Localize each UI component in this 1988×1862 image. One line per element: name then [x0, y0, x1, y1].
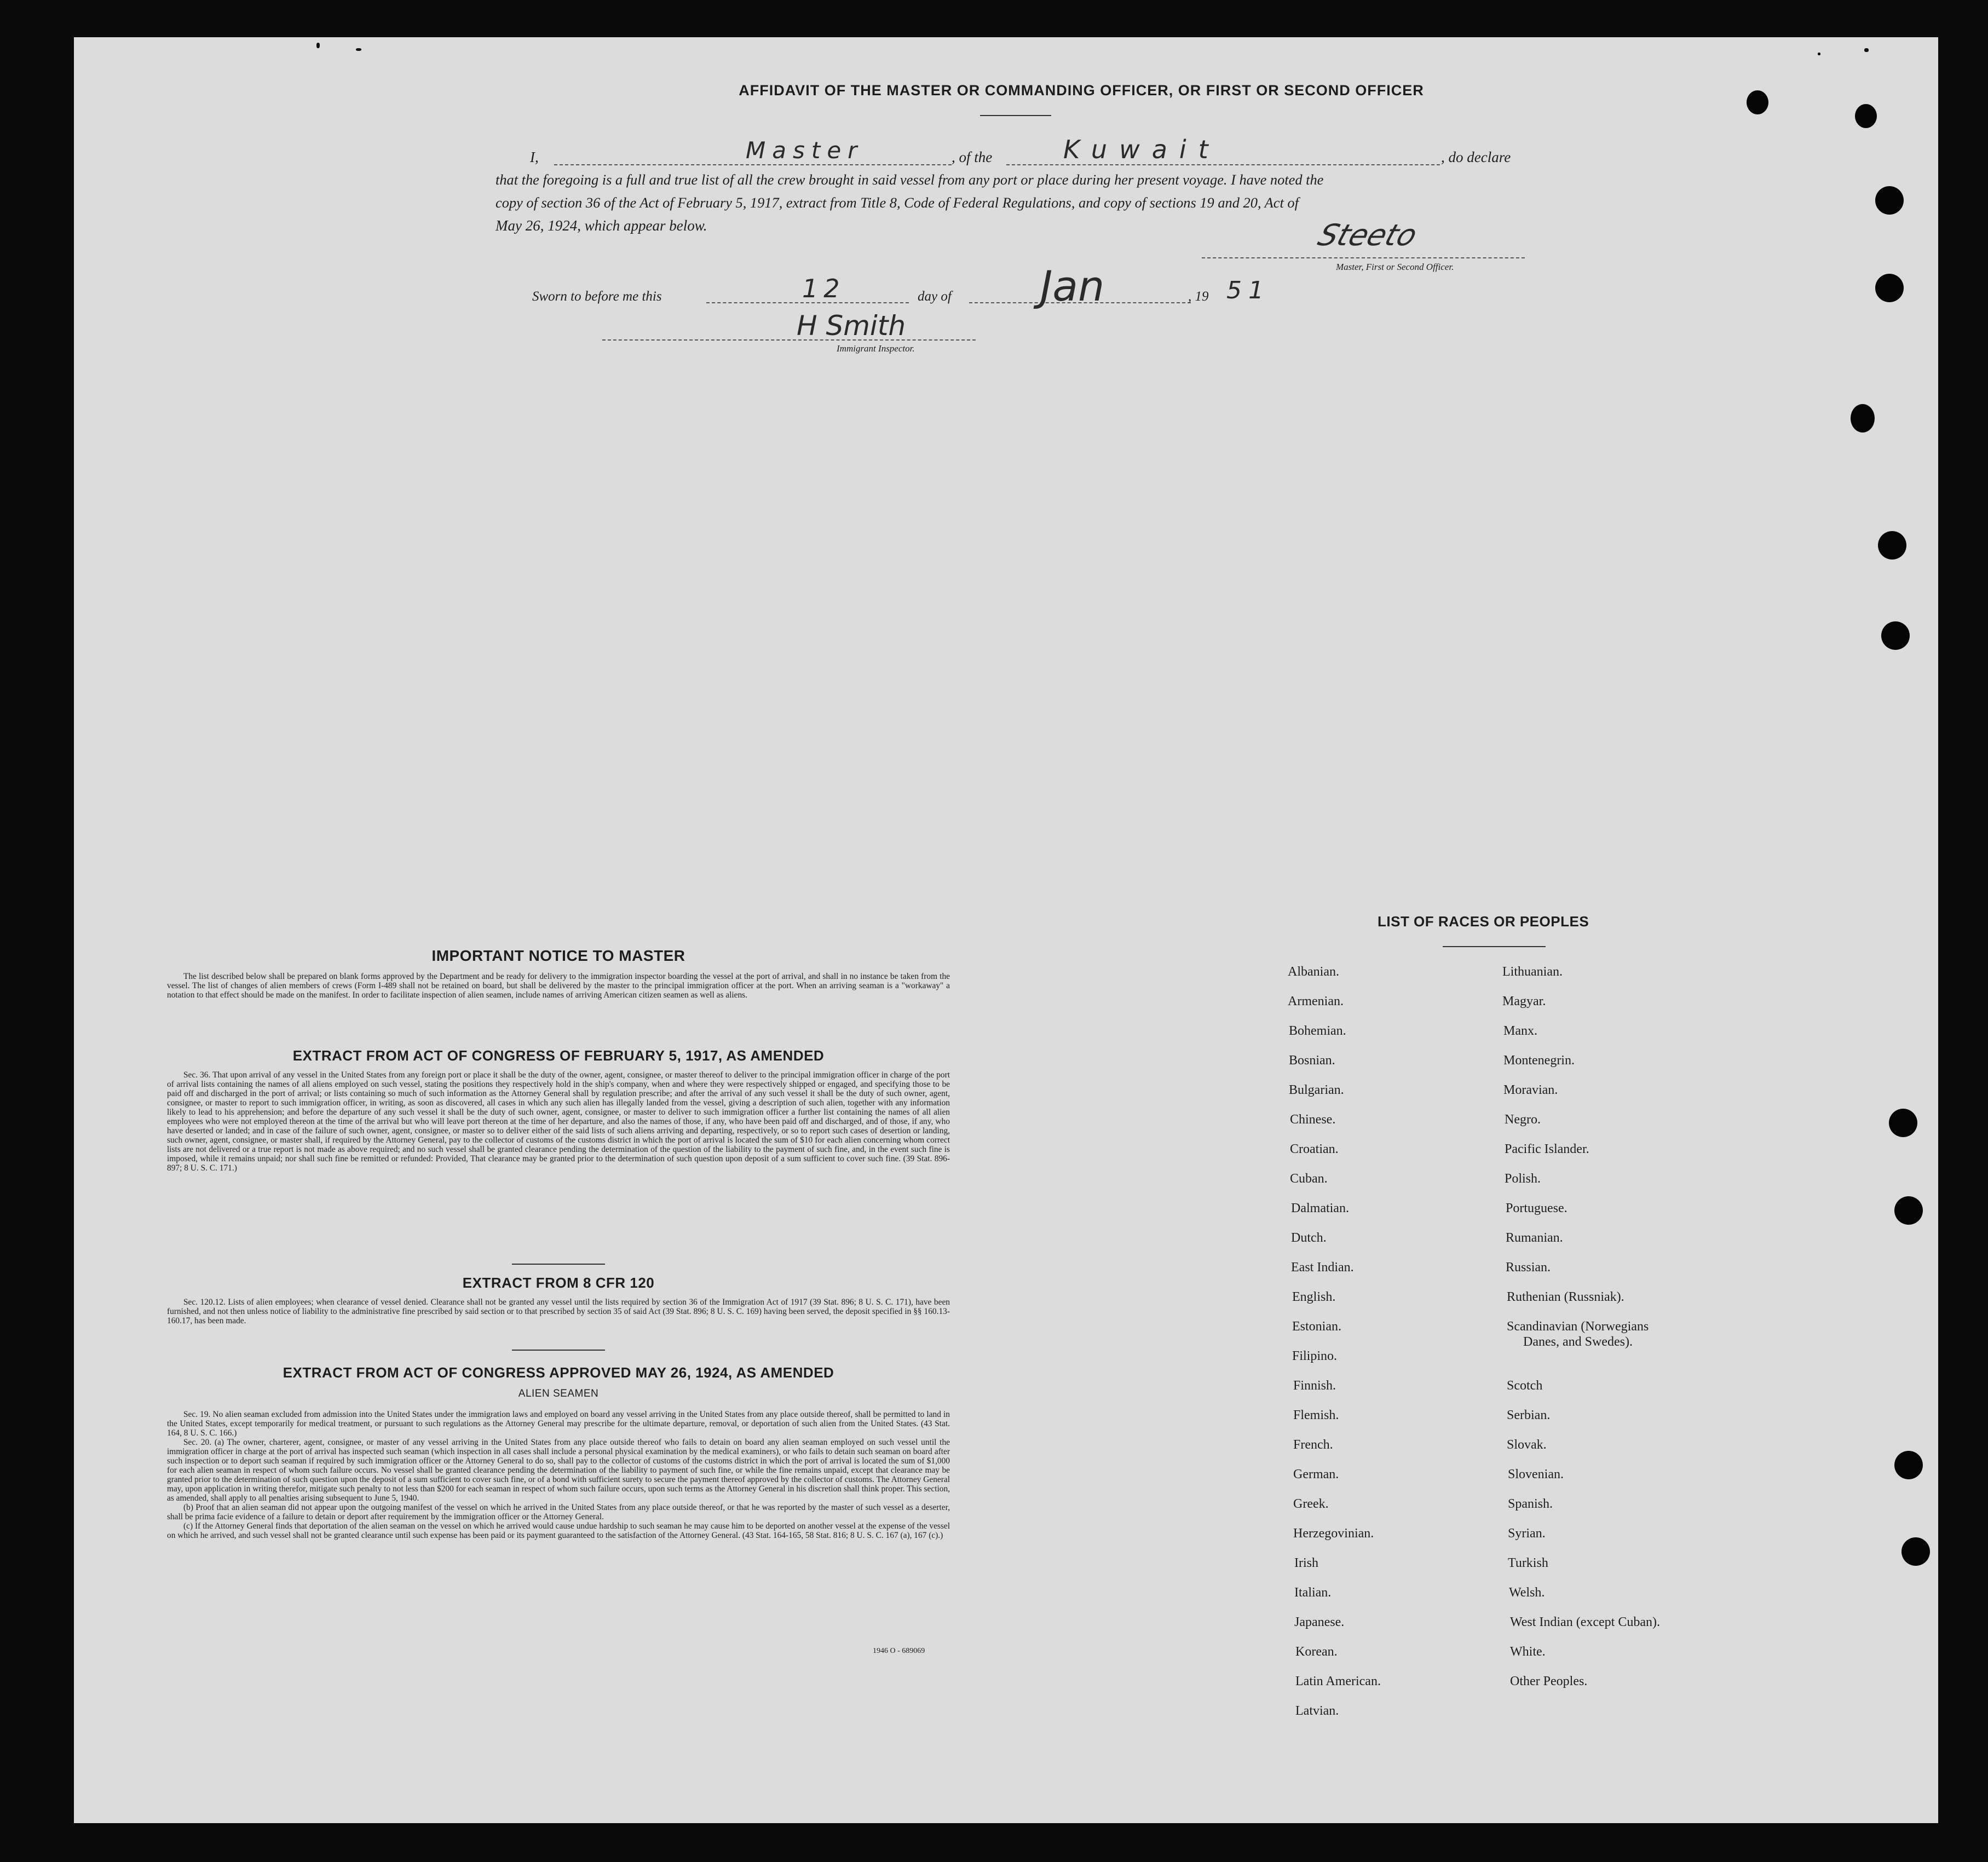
race-item: Scandinavian (Norwegians [1507, 1319, 1649, 1334]
race-item: Dalmatian. [1291, 1201, 1349, 1215]
races-rule [1443, 946, 1546, 947]
binder-hole [1875, 186, 1904, 215]
race-item: Portuguese. [1506, 1201, 1568, 1215]
race-item: Bosnian. [1289, 1053, 1335, 1068]
extract-cfr-body [167, 1298, 950, 1325]
extract-1917-text: Sec. 36. That upon arrival of any vessel in the United States from any foreign port or place it shall be the duty of the owner, agent, consignee, or master thereof to deliver to the principal immigration officer in charge of the port of arrival lists containing the names of all aliens employed on such vessel, stating the positions they respectively hold in the ship's company, when and where they were respectively shipped or engaged, and specifying those to be paid off and discharged in the port of arrival; or lists containing so much of such information as the Attorney General shall by regulation prescribe; and after the arrival of any such vessel it shall be the duty of such owner, agent, consignee, or master to report to such immigration officer, in writing, as soon as discovered, all cases in which any such alien has illegally landed from the vessel, giving a description of such alien, together with any information likely to lead to his apprehension; and before the departure of any such vessel it shall be the duty of such owner, agent, consignee, or master to deliver to such immigration officer a further list containing the names of all alien employees who were not employed thereon at the time of the arrival but who will leave port thereon at the time of her departure, and also the names of those, if any, who have been paid off and discharged, and of those, if any, who have deserted or landed; and in case of the failure of such owner, agent, consignee, or master so to deliver either of the said lists of such aliens arriving and departing, respectively, or so to report such cases of desertion or landing, such owner, agent, consignee, or master shall, if required by the Attorney General, pay to the collector of customs of the customs district in which the port of arrival is located the sum of $10 for each alien concerning whom correct lists are not delivered or a true report is not made as above required; and no such vessel shall be granted clearance pending the determination of the question of the liability to the payment of such fine, and, in the event such fine is imposed, while it remains unpaid; nor shall such fine be remitted or refunded: Provided, That clearance may be granted prior to the determination of such question upon deposit of a sum sufficient to cover such fine. (39 Stat. 896-897; 8 U. S. C. 171.) [167, 1070, 950, 1173]
affidavit-line-4: May 26, 1924, which appear below. [495, 217, 707, 234]
race-item: Serbian. [1507, 1408, 1551, 1422]
declare-label: , do declare [1441, 149, 1511, 165]
sworn-label: Sworn to before me this [532, 289, 662, 304]
binder-hole [1894, 1196, 1923, 1225]
race-item: Syrian. [1508, 1526, 1546, 1541]
binder-hole [1901, 1537, 1930, 1566]
inspector-line [602, 339, 976, 341]
extract-cfr-text: Sec. 120.12. Lists of alien employees; when clearance of vessel denied. Clearance shall not be granted any vessel until the lists required by section 36 of the Immigration Act of 1917 (39 Stat. 896; 8 U. S. C. 171), have been furnished, and not then unless notice of liability to the administrative fine prescribed by said section or to that prescribed by section 35 of said Act (39 Stat. 896; 8 U. S. C. 169) having been served, the deposit specified in §§ 160.13-160.17, has been made. [167, 1298, 950, 1325]
race-item: Korean. [1295, 1645, 1338, 1659]
race-item: East Indian. [1291, 1260, 1354, 1275]
i-label: I, [530, 149, 539, 165]
race-item: Slovenian. [1508, 1467, 1564, 1481]
race-item: German. [1293, 1467, 1339, 1481]
race-item: English. [1292, 1290, 1336, 1304]
race-item: Armenian. [1288, 994, 1344, 1008]
extract-1924-title: EXTRACT FROM ACT OF CONGRESS APPROVED MAY 26, 1924, AS AMENDED [283, 1364, 834, 1381]
of-the-label: , of the [952, 149, 993, 165]
race-item: Herzegovinian. [1293, 1526, 1374, 1541]
sec-20c-paragraph: (c) If the Attorney General finds that deportation of the alien seaman on the vessel on which he arrived would cause undue hardship to such seaman he may cause him to be deported on another vessel at the expense of the vessel on which he arrived, and such vessel shall not be granted clearance until such expense has been paid or its payment guaranteed to the satisfaction of the Attorney General. (43 Stat. 164-165, 58 Stat. 816; 8 U. S. C. 167 (a), 167 (c).) [167, 1521, 950, 1540]
binder-hole [1855, 104, 1877, 128]
binder-hole [1894, 1451, 1923, 1479]
race-item: Dutch. [1291, 1231, 1327, 1245]
race-item: Danes, and Swedes). [1523, 1335, 1633, 1349]
notice-title: IMPORTANT NOTICE TO MASTER [431, 947, 685, 964]
race-item: Ruthenian (Russniak). [1507, 1290, 1624, 1304]
race-item: Latvian. [1295, 1704, 1339, 1718]
race-item: Turkish [1508, 1556, 1548, 1570]
binder-hole [1889, 1109, 1917, 1137]
speck [356, 48, 361, 51]
race-item: Manx. [1503, 1024, 1537, 1038]
races-title: LIST OF RACES OR PEOPLES [1378, 913, 1589, 930]
race-item: Moravian. [1503, 1083, 1558, 1097]
vessel-line [1006, 164, 1440, 165]
race-item: Scotch [1507, 1379, 1543, 1393]
race-item: Filipino. [1292, 1349, 1338, 1363]
race-item: Estonian. [1292, 1319, 1341, 1334]
notice-body [167, 972, 950, 1000]
extract-cfr-title: EXTRACT FROM 8 CFR 120 [462, 1275, 655, 1291]
signature-caption: Master, First or Second Officer. [1336, 262, 1454, 272]
race-item: Albanian. [1288, 965, 1339, 979]
race-item: Spanish. [1508, 1497, 1553, 1511]
race-item: Lithuanian. [1502, 965, 1563, 979]
binder-hole [1747, 90, 1768, 114]
binder-hole [1875, 274, 1904, 302]
sec-20a-paragraph: Sec. 20. (a) The owner, charterer, agent, consignee, or master of any vessel arriving in the United States from any place outside thereof who fails to detain on board any alien seaman employed on such vessel until the immigration officer in charge at the port of arrival has inspected such seaman (which inspection in all cases shall include a personal physical examination by the medical examiners), or who fails to detain such seaman on board after such inspection or to deport such seaman if required by such immigration officer or the Attorney General to do so, shall pay to the collector of customs of the customs district in which the port of arrival is located the sum of $1,000 for each alien seaman in respect of whom such failure occurs. No vessel shall be granted clearance pending the determination of the liability to payment of such fine, or while the fine remains unpaid, except that clearance may be granted prior to the determination of such question upon the deposit of a sum sufficient to cover such fine, or of a bond with sufficient surety to secure the payment thereof approved by the collector of customs. The Attorney General may, upon application in writing therefor, mitigate such penalty to not less than $200 for each seaman in respect of whom such failure occurs, upon such terms as the Attorney General in his discretion shall think proper. This section, as amended, shall apply to all penalties arising subsequent to June 5, 1940. [167, 1438, 950, 1503]
race-item: White. [1510, 1645, 1546, 1659]
race-item: Other Peoples. [1510, 1674, 1588, 1688]
rank-line [554, 164, 952, 165]
race-item: Pacific Islander. [1505, 1142, 1589, 1156]
vessel-value: Kuwait [1063, 135, 1220, 164]
race-item: Bohemian. [1289, 1024, 1346, 1038]
race-item: West Indian (except Cuban). [1510, 1615, 1660, 1629]
signature-line [1202, 257, 1525, 258]
race-item: Croatian. [1290, 1142, 1339, 1156]
race-item: Flemish. [1293, 1408, 1339, 1422]
extract-1917-title: EXTRACT FROM ACT OF CONGRESS OF FEBRUARY 5, 1917, AS AMENDED [292, 1047, 825, 1064]
inspector-caption: Immigrant Inspector. [837, 343, 915, 354]
race-item: Slovak. [1507, 1438, 1547, 1452]
race-item: Latin American. [1295, 1674, 1381, 1688]
binder-hole [1851, 404, 1875, 433]
race-item: Greek. [1293, 1497, 1329, 1511]
race-item: Bulgarian. [1289, 1083, 1344, 1097]
race-item: Negro. [1505, 1112, 1541, 1127]
race-item: Magyar. [1502, 994, 1546, 1008]
rank-value: Master [746, 137, 864, 164]
affidavit-line-3: copy of section 36 of the Act of February 5, 1917, extract from Title 8, Code of Federal Regulations, and copy of sections 19 and 20, Act of [495, 194, 1299, 211]
race-item: Rumanian. [1506, 1231, 1563, 1245]
race-item: Japanese. [1294, 1615, 1345, 1629]
print-code: 1946 O - 689069 [873, 1647, 925, 1655]
notice-text: The list described below shall be prepared on blank forms approved by the Department and be ready for delivery to the immigration inspector boarding the vessel at the port of arrival, and shall in no instance be taken from the vessel. The list of changes of alien members of crews (Form I-489 shall not be retained on board, but shall be delivered by the master to the principal immigration officer at the port. When an arriving seaman is a "workaway" a notation to that effect should be made on the manifest. In order to facilitate inspection of alien seamen, include names of arriving American citizen seamen as well as aliens. [167, 972, 950, 1000]
title-rule [980, 115, 1051, 116]
day-of-label: day of [918, 289, 952, 304]
race-item: Cuban. [1290, 1172, 1328, 1186]
year-value: 51 [1226, 276, 1270, 304]
race-item: Polish. [1505, 1172, 1541, 1186]
extract-1924-body [167, 1410, 950, 1540]
race-item: Chinese. [1290, 1112, 1336, 1127]
inspector-signature: H Smith [797, 310, 906, 342]
speck [316, 43, 320, 48]
month-value: Jan [1040, 262, 1105, 310]
sec-20b-paragraph: (b) Proof that an alien seaman did not appear upon the outgoing manifest of the vessel on which he arrived in the United States from any place outside thereof, or that he was reported by the master of such vessel as a deserter, shall be prima facie evidence of a failure to detain or deport after requirement by the immigration officer or the Attorney General. [167, 1503, 950, 1521]
document-page [74, 37, 1938, 1823]
race-item: Finnish. [1293, 1379, 1336, 1393]
race-item: French. [1293, 1438, 1333, 1452]
sec-19-paragraph: Sec. 19. No alien seaman excluded from admission into the United States under the immigration laws and employed on board any vessel arriving in the United States from any place outside thereof, shall be permitted to land in the United States, except temporarily for medical treatment, or pursuant to such regulations as the Attorney General may prescribe for the ultimate departure, removal, or deportation of such alien from the United States. (43 Stat. 164, 8 U. S. C. 166.) [167, 1410, 950, 1438]
master-signature: Steeto [1313, 218, 1422, 252]
speck [1818, 53, 1820, 55]
race-item: Irish [1294, 1556, 1318, 1570]
affidavit-line-2: that the foregoing is a full and true list of all the crew brought in said vessel from any port or place during her present voyage. I have noted the [495, 171, 1324, 188]
divider [512, 1264, 605, 1265]
extract-1917-body [167, 1070, 950, 1173]
divider [512, 1350, 605, 1351]
race-item: Italian. [1294, 1586, 1332, 1600]
binder-hole [1881, 621, 1910, 650]
race-item: Montenegrin. [1503, 1053, 1575, 1068]
race-item: Welsh. [1509, 1586, 1545, 1600]
alien-seamen-subtitle: ALIEN SEAMEN [518, 1388, 599, 1399]
year-prefix: , 19 [1188, 289, 1209, 304]
race-item: Russian. [1506, 1260, 1551, 1275]
day-value: 12 [802, 274, 845, 303]
affidavit-title: AFFIDAVIT OF THE MASTER OR COMMANDING OFFICER, OR FIRST OR SECOND OFFICER [739, 82, 1424, 99]
binder-hole [1878, 531, 1906, 560]
speck [1864, 48, 1869, 52]
